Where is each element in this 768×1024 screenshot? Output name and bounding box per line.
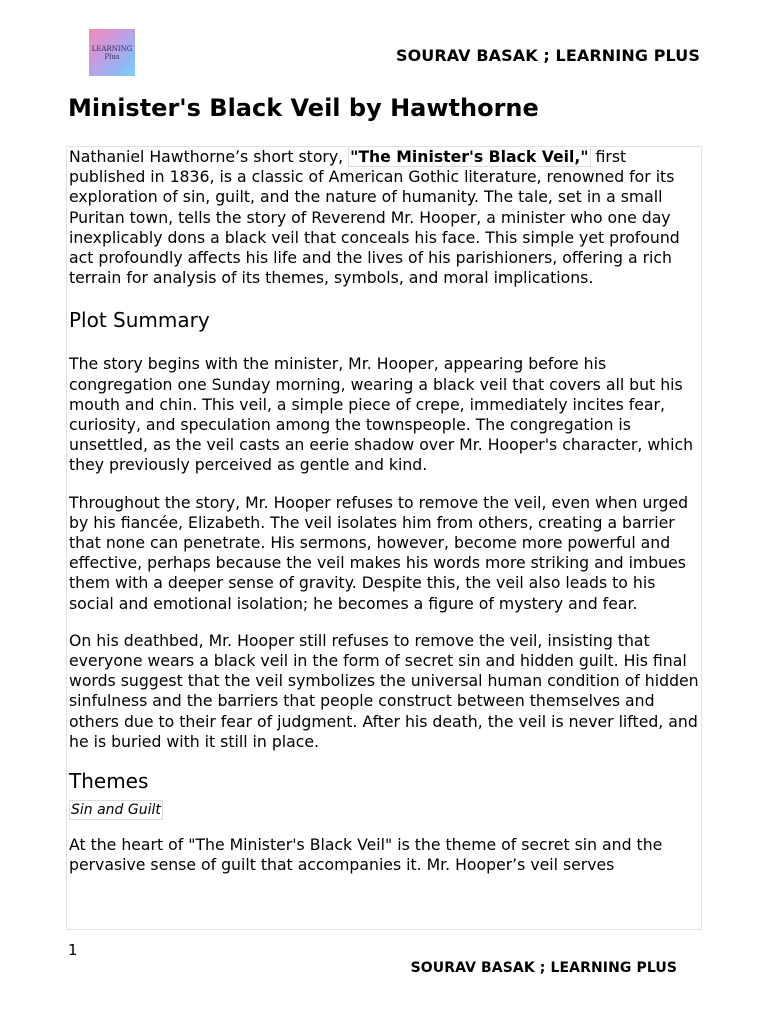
intro-text-start: Nathaniel Hawthorne’s short story, [69, 147, 349, 166]
document-title: Minister's Black Veil by Hawthorne [68, 94, 539, 122]
theme-subheading: Sin and Guilt [71, 802, 161, 819]
theme-paragraph: At the heart of "The Minister's Black Veil" is the theme of secret sin and the pervasive sense of guilt that accompanies it. Mr. Hooper’s veil serves [69, 835, 663, 875]
story-title-bold: "The Minister's Black Veil," [350, 147, 589, 166]
document-content [66, 146, 702, 930]
learning-plus-logo [89, 29, 135, 76]
plot-paragraph: On his deathbed, Mr. Hooper still refuses to remove the veil, insisting that everyone wears a black veil in the form of secret sin and hidden guilt. His final words suggest that the veil symbolizes the universal human condition of hidden sinfulness and the barriers that people construct between themselves and others due to their fear of judgment. After his death, the veil is never lifted, and he is buried with it still in place. [69, 630, 699, 751]
logo-text-line1: LEARNING [91, 44, 133, 53]
header-brand: SOURAV BASAK ; LEARNING PLUS [395, 46, 700, 65]
plot-paragraph: The story begins with the minister, Mr. Hooper, appearing before his congregation one Sunday morning, wearing a black veil that covers all but his mouth and chin. This veil, a simple piece of crepe, immediately incites fear, curiosity, and speculation among the townspeople. The congregation is unsettled, as the veil casts an eerie shadow over Mr. Hooper's character, which they previously perceived as gentle and kind. [69, 354, 694, 475]
themes-heading: Themes [69, 769, 149, 794]
intro-paragraph [69, 147, 699, 288]
plot-paragraph: Throughout the story, Mr. Hooper refuses to remove the veil, even when urged by his fiancée, Elizabeth. The veil isolates him from others, creating a barrier that none can penetrate. His sermons, however, become more powerful and effective, perhaps because the veil makes his words more striking and imbues them with a deeper sense of gravity. Despite this, the veil also leads to his social and emotional isolation; he becomes a figure of mystery and fear. [69, 492, 689, 613]
plot-summary-heading: Plot Summary [69, 308, 210, 333]
intro-text-rest: first published in 1836, is a classic of American Gothic literature, renowned for its exploration of sin, guilt, and the nature of humanity. The tale, set in a small Puritan town, tells the story of Reverend Mr. Hooper, a minister who one day inexplicably dons a black veil that conceals his face. This simple yet profound act profoundly affects his life and the lives of his parishioners, offering a rich terrain for analysis of its themes, symbols, and moral implications. [69, 147, 680, 288]
page-number: 1 [68, 941, 78, 959]
footer-brand: SOURAV BASAK ; LEARNING PLUS [410, 960, 677, 976]
logo-text-line2: Plus [104, 52, 120, 61]
